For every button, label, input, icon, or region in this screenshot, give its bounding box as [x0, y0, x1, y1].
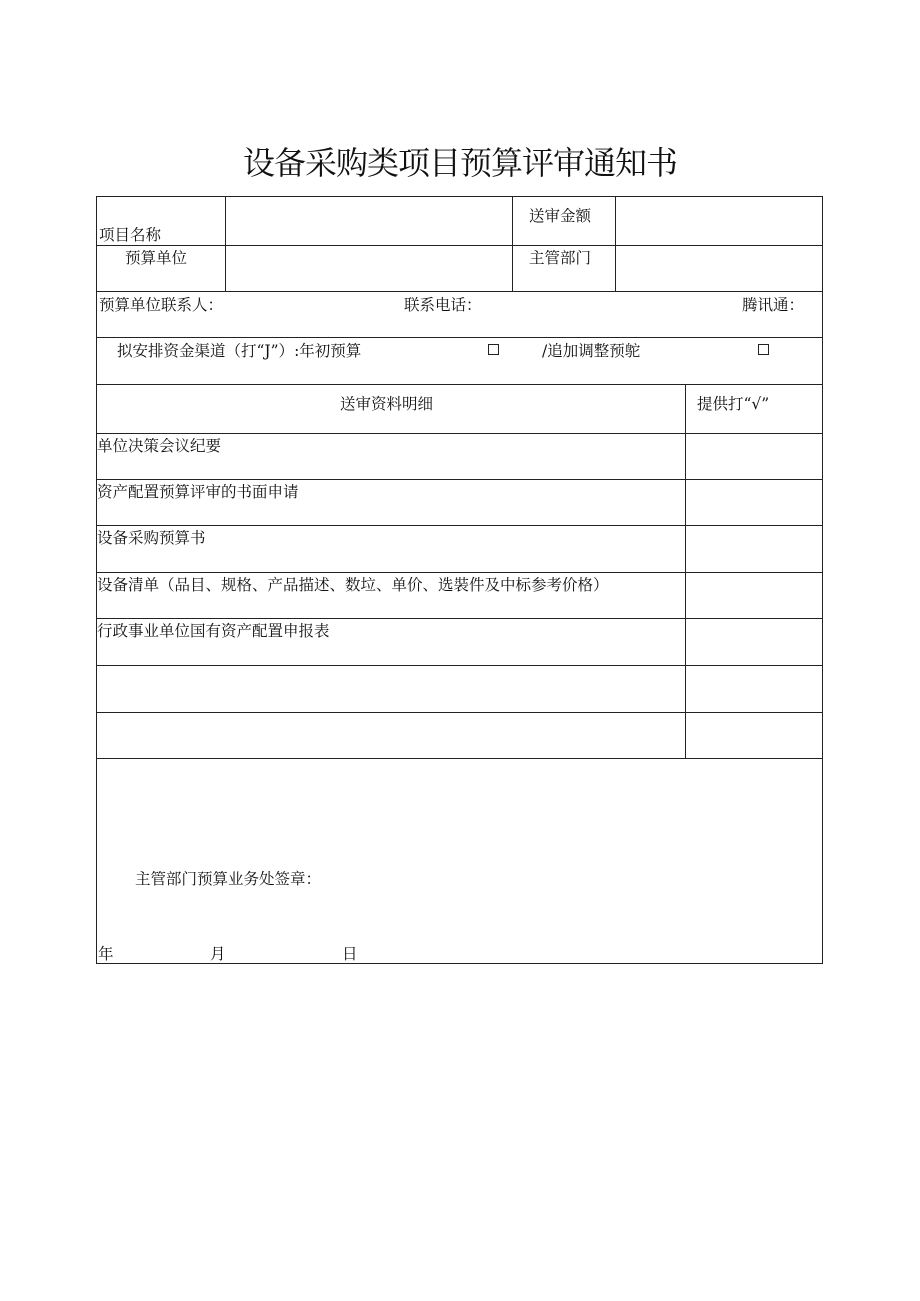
- row-divider: [97, 337, 822, 338]
- budget-unit-field[interactable]: [226, 246, 512, 291]
- tencent-label: 腾讯通：: [742, 296, 805, 314]
- budget-unit-label: 预算单位: [125, 249, 188, 267]
- row-divider: [97, 291, 822, 292]
- project-name-label: 项目名称: [99, 226, 162, 244]
- amount-label: 送审金额: [529, 207, 592, 225]
- material-item: 行政事业单位国有资产配置申报表: [97, 622, 330, 640]
- material-item: 设备清单（品目、规格、产品描述、数垃、单价、选裝件及中标参考价格）: [97, 576, 609, 594]
- dept-field[interactable]: [616, 246, 822, 291]
- provide-cell[interactable]: [686, 666, 822, 712]
- material-item: 资产配置预算评审的书面申请: [97, 483, 299, 501]
- materials-header-provide: 提供打“√”: [697, 395, 770, 413]
- channel-label: 拟安排资金渠道（打“J”）:年初预算: [117, 342, 362, 360]
- signature-day: 日: [342, 945, 358, 963]
- col-divider: [512, 197, 513, 291]
- annual-budget-checkbox[interactable]: [488, 344, 499, 355]
- phone-label: 联系电话：: [404, 296, 482, 314]
- provide-cell[interactable]: [686, 619, 822, 665]
- row-divider: [97, 384, 822, 385]
- provide-cell[interactable]: [686, 573, 822, 618]
- material-item: 设备采购预算书: [97, 529, 206, 547]
- page-title: 设备采购类项目预算评审通知书: [242, 144, 677, 182]
- provide-cell[interactable]: [686, 713, 822, 758]
- row-divider: [97, 758, 822, 759]
- provide-cell[interactable]: [686, 480, 822, 525]
- supplementary-budget-checkbox[interactable]: [758, 344, 769, 355]
- project-name-field[interactable]: [226, 198, 512, 245]
- material-item: 单位决策会议纪要: [97, 437, 222, 455]
- form-table: [96, 196, 823, 964]
- signature-month: 月: [210, 945, 226, 963]
- contact-person-label: 预算单位联系人：: [99, 296, 224, 314]
- signature-label: 主管部门预算业务处签章：: [135, 870, 322, 888]
- channel-option2-label: /追加调整预鸵: [542, 342, 641, 360]
- provide-cell[interactable]: [686, 526, 822, 572]
- provide-cell[interactable]: [686, 434, 822, 479]
- signature-year: 年: [98, 945, 114, 963]
- amount-field[interactable]: [616, 198, 822, 245]
- materials-header-detail: 送审资料明细: [340, 395, 434, 413]
- dept-label: 主管部门: [529, 249, 592, 267]
